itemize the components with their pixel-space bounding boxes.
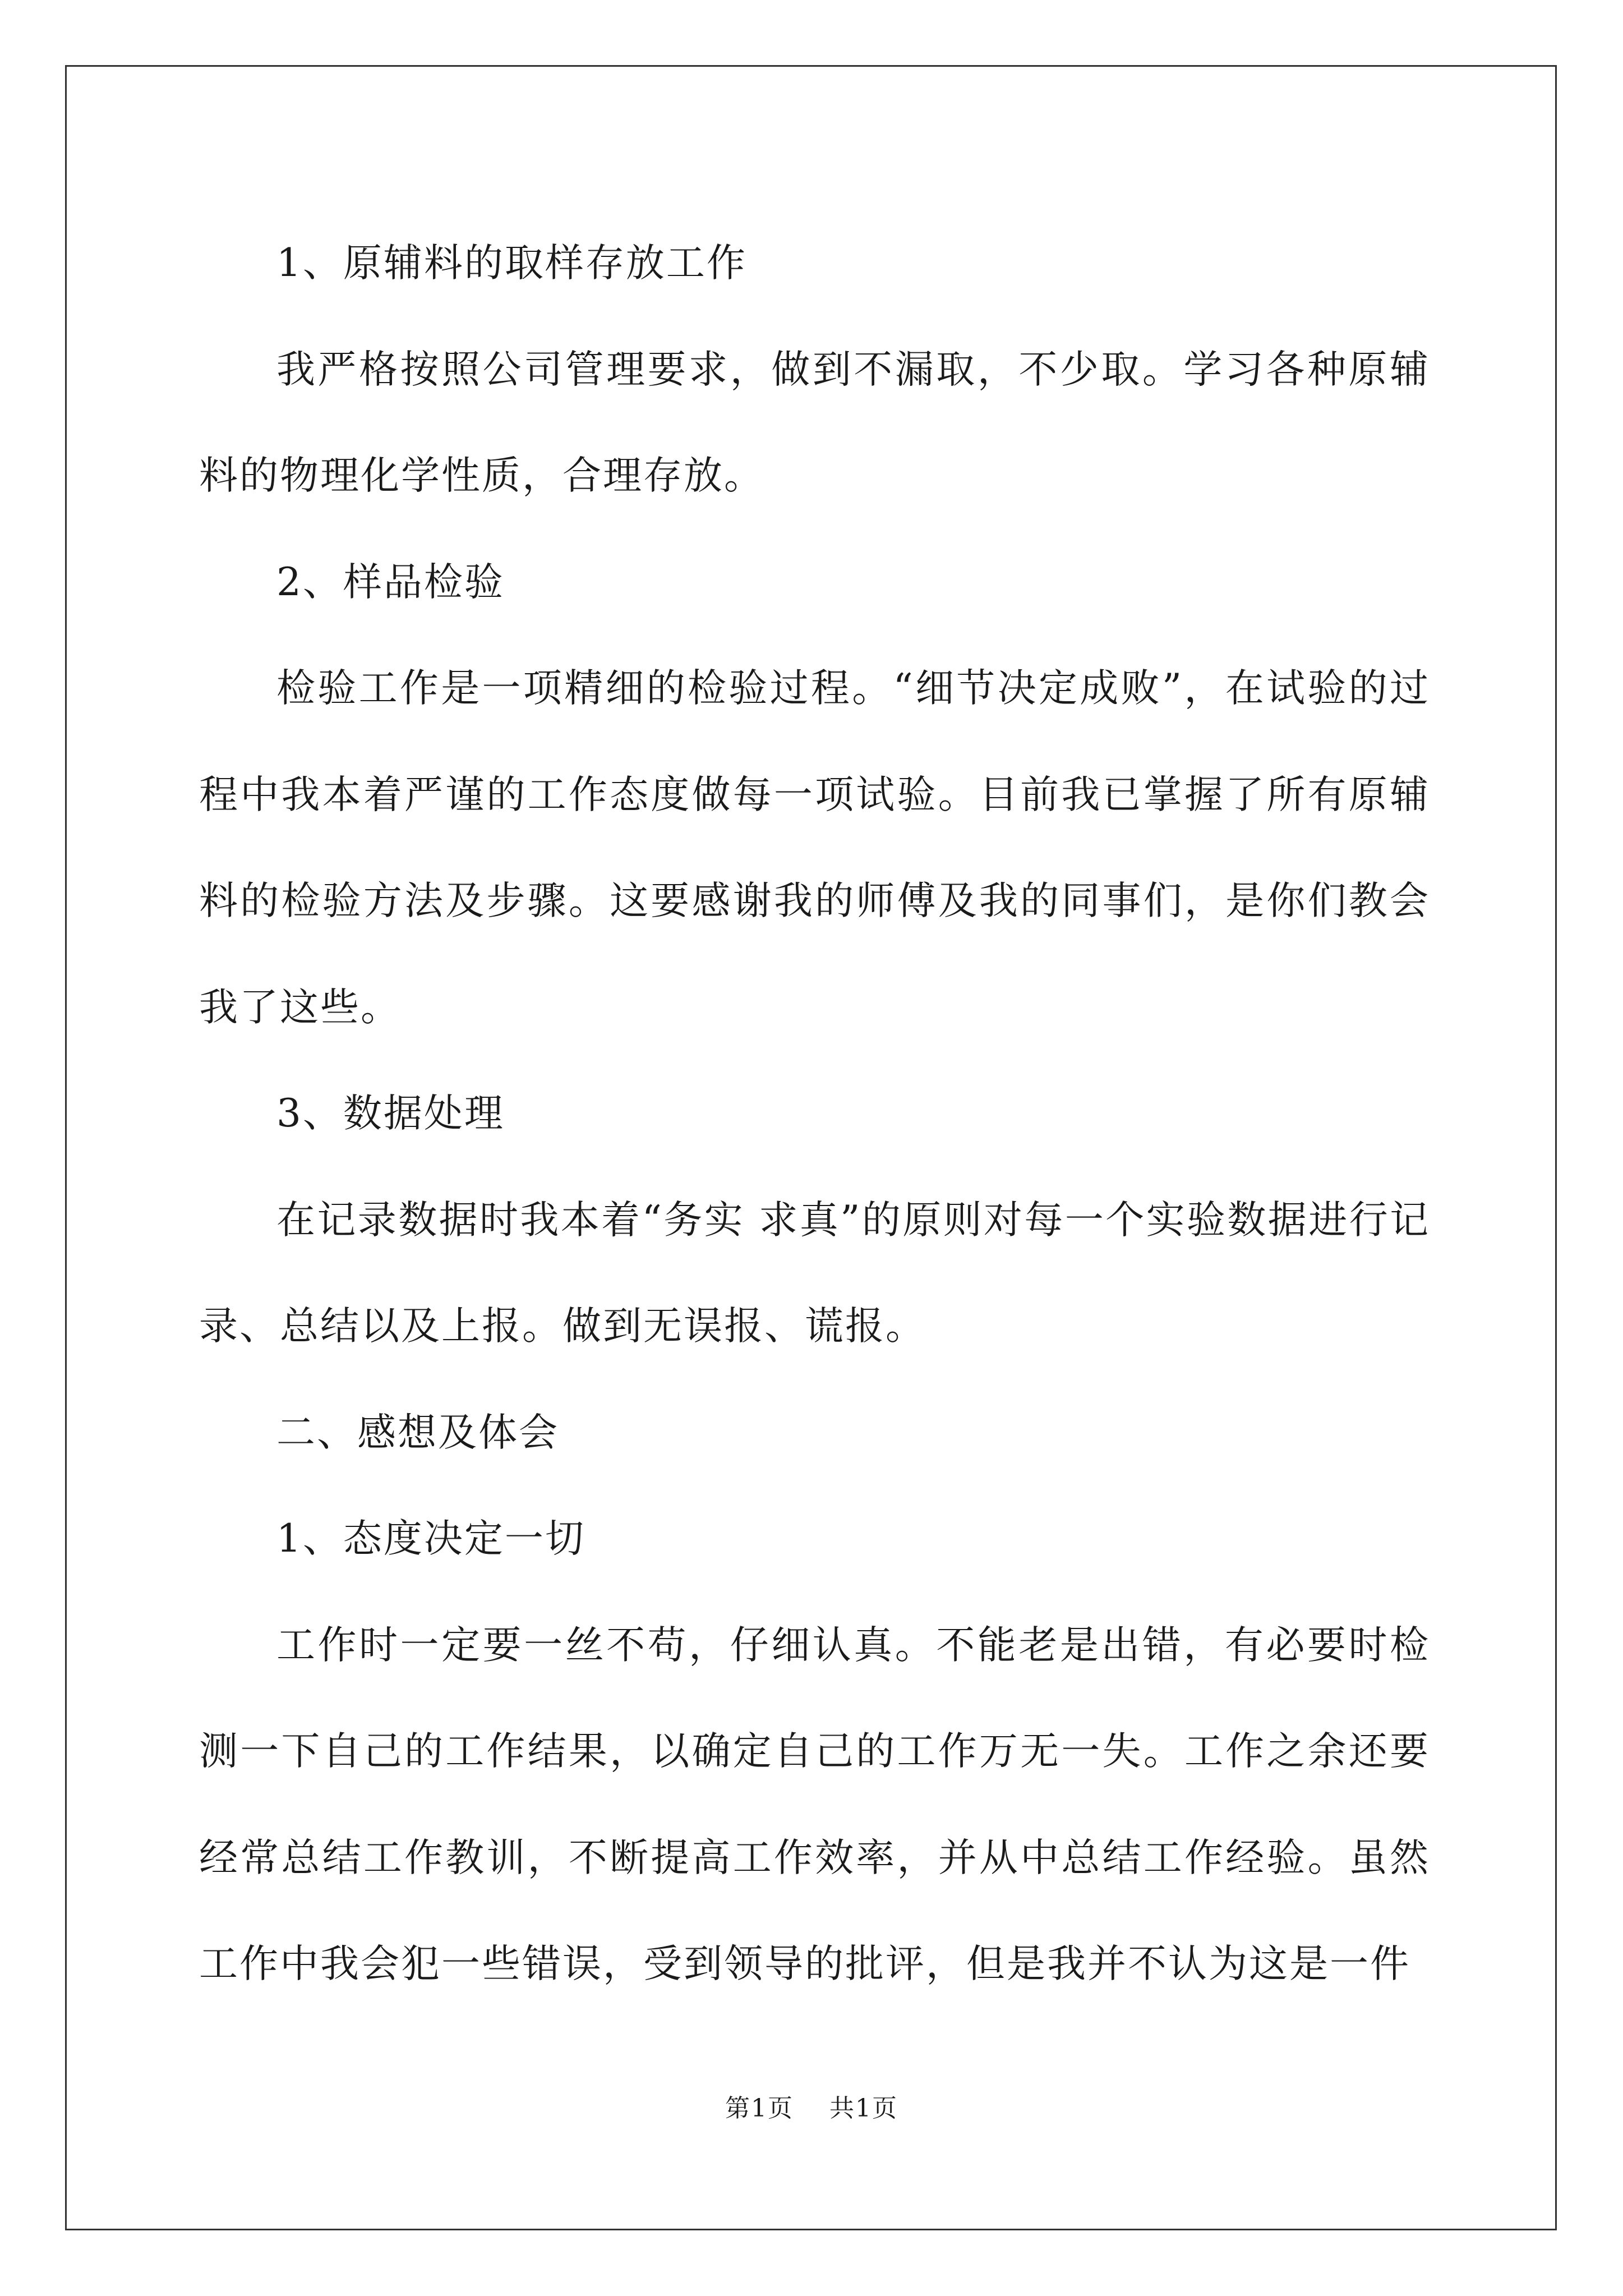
section-heading-sampling: 1、原辅料的取样存放工作 [276, 241, 747, 286]
section-heading-data: 3、数据处理 [276, 1091, 505, 1136]
paragraph-sampling: 我严格按照公司管理要求，做到不漏取，不少取。学习各种原辅料的物理化学性质，合理存放。 [199, 347, 1430, 498]
section-heading-inspection: 2、样品检验 [276, 559, 505, 605]
paragraph-attitude: 工作时一定要一丝不苟，仔细认真。不能老是出错，有必要时检测一下自己的工作结果，以确定自己的工作万无一失。工作之余还要经常总结工作教训，不断提高工作效率，并从中总结工作经验。虽然工作中我会犯一些错误，受到领导的批评，但是我并不认为这是一件 [199, 1622, 1430, 1986]
page-footer [0, 2088, 1623, 2124]
page-number-current: 第1页 [725, 2094, 794, 2123]
section-heading-reflections: 二、感想及体会 [276, 1410, 559, 1455]
document-body [199, 210, 1430, 2018]
page-number-total: 共1页 [829, 2094, 898, 2123]
section-heading-attitude: 1、态度决定一切 [276, 1516, 585, 1561]
paragraph-data: 在记录数据时我本着“务实 求真”的原则对每一个实验数据进行记录、总结以及上报。做到无误报、谎报。 [199, 1197, 1430, 1349]
paragraph-inspection: 检验工作是一项精细的检验过程。“细节决定成败”，在试验的过程中我本着严谨的工作态度做每一项试验。目前我已掌握了所有原辅料的检验方法及步骤。这要感谢我的师傅及我的同事们，是你们教会我了这些。 [199, 666, 1430, 1030]
